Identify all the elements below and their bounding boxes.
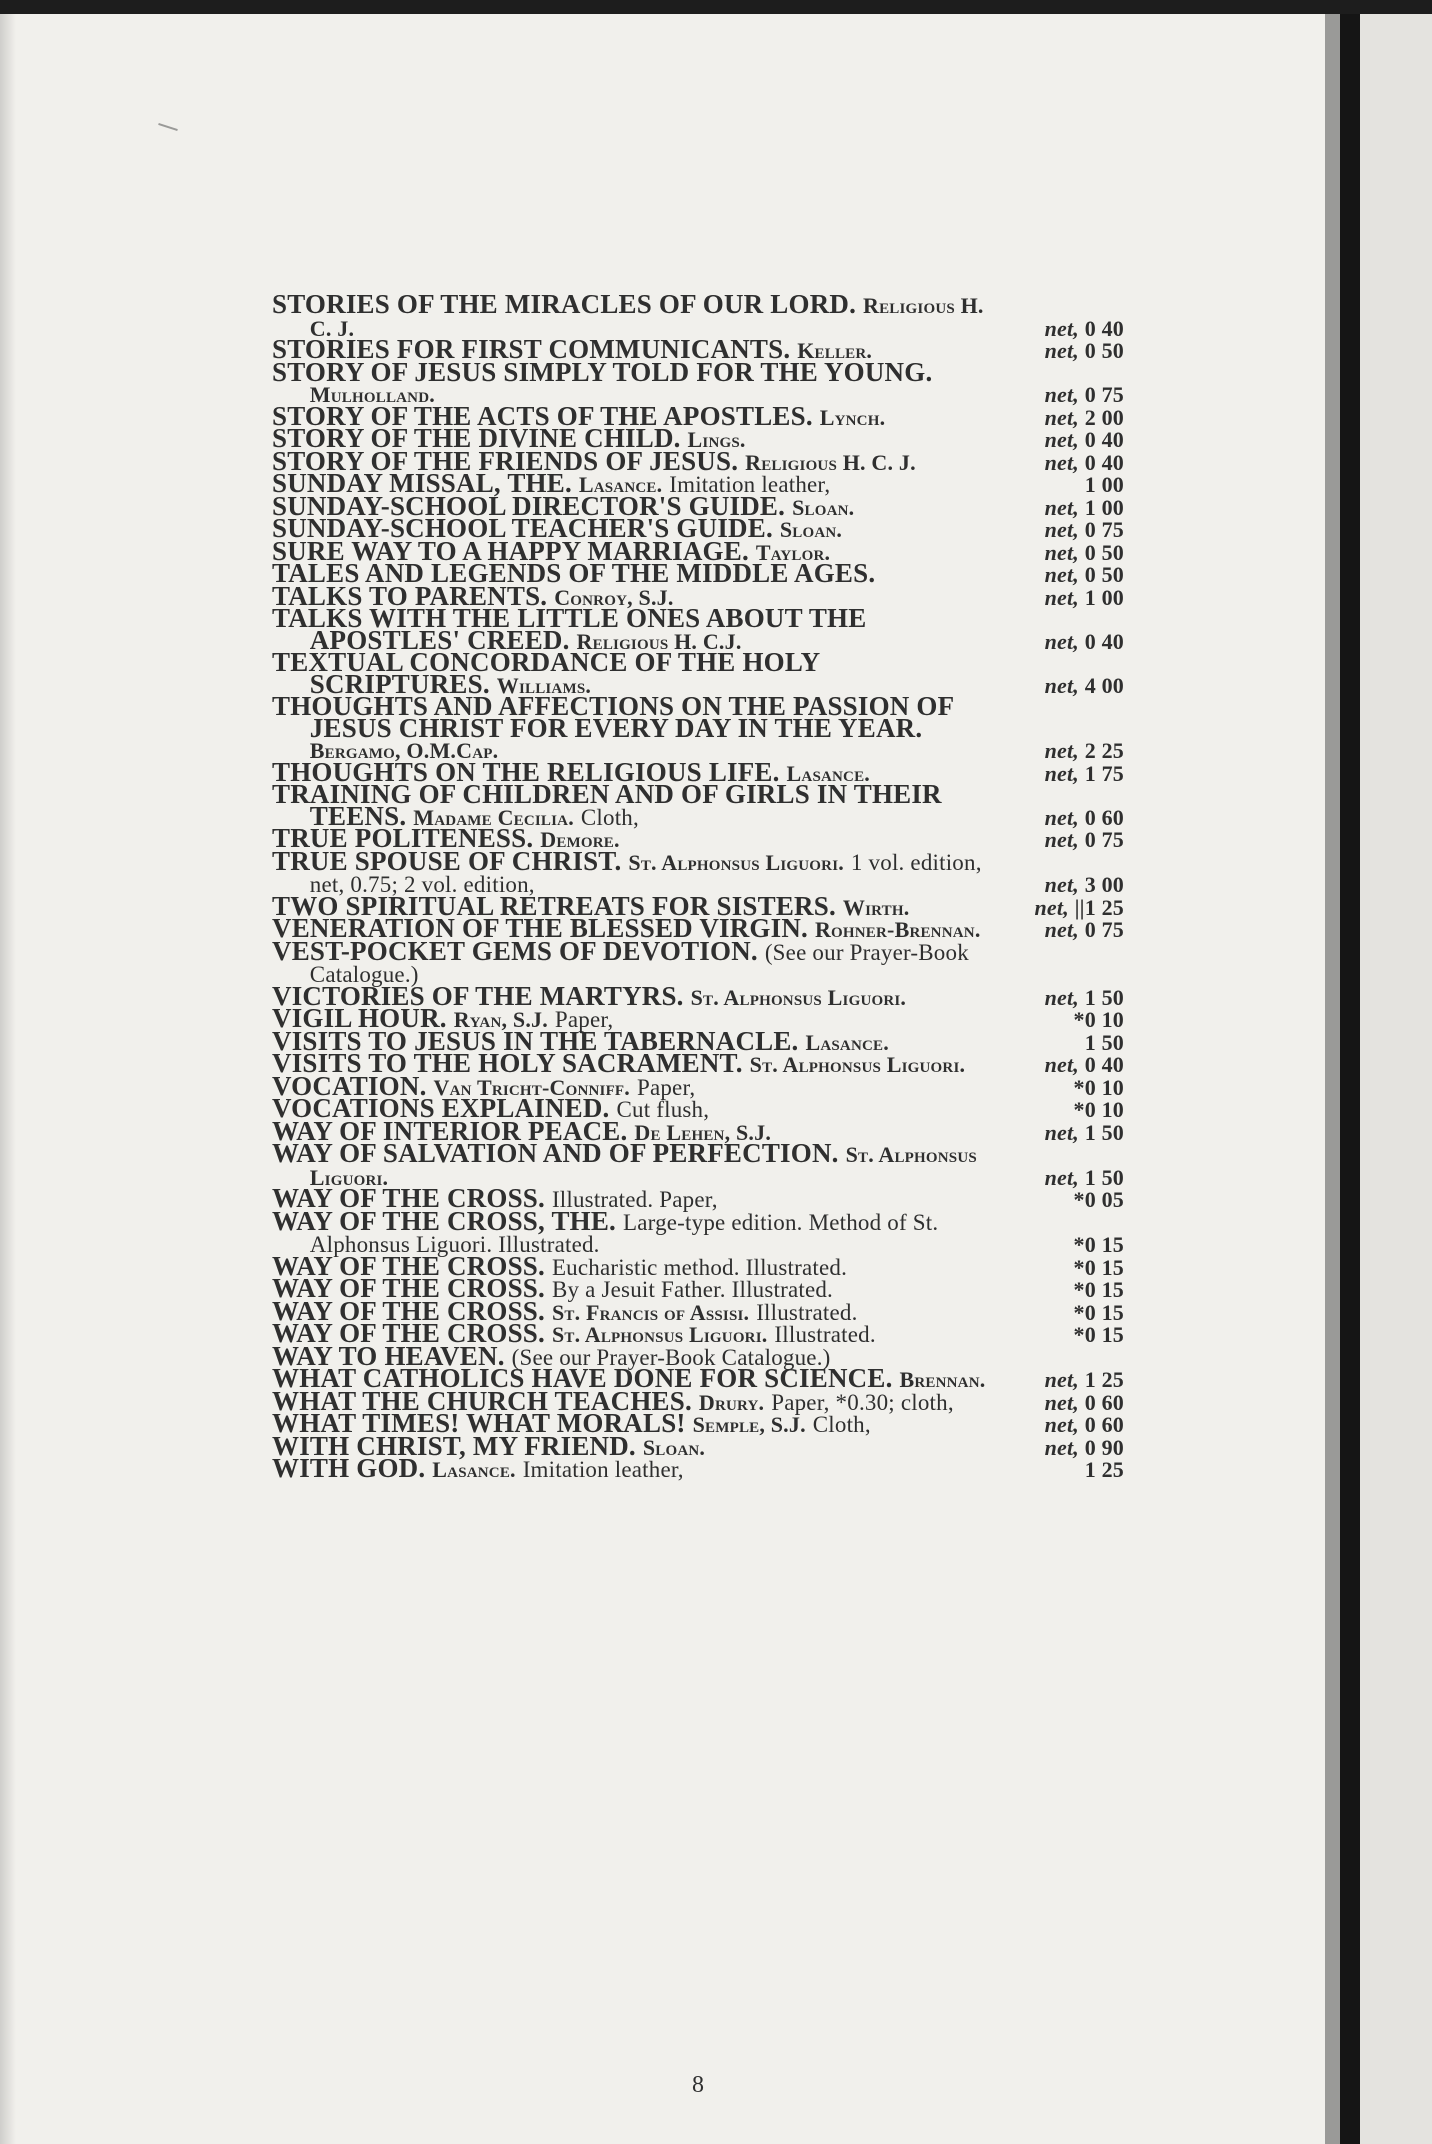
scan-right-strip	[1325, 14, 1340, 2144]
entry-price-cell	[994, 1299, 1124, 1325]
entry-title: THOUGHTS ON THE RELIGIOUS LIFE.	[272, 756, 780, 787]
entry-title: WAY OF THE CROSS.	[272, 1273, 545, 1303]
entry-net-label: net,	[1034, 894, 1069, 920]
entry-price-cell	[994, 1074, 1124, 1100]
entry-net-label: net,	[1044, 984, 1079, 1010]
entry-note: (See our Prayer-Book Catalogue.)	[309, 939, 969, 987]
entry-price-cell	[994, 404, 1124, 430]
entry-price: 0 90	[1084, 1434, 1124, 1460]
entry-title: TEXTUAL CONCORDANCE OF THE HOLY SCRIPTURES.	[272, 647, 820, 699]
entry-text	[272, 647, 994, 699]
entry-price: 0 40	[1084, 628, 1124, 654]
entry-price-cell	[994, 1459, 1124, 1481]
entry-net-label: net,	[1044, 427, 1079, 452]
entry-author: Lasance.	[578, 472, 663, 497]
entry-text	[272, 603, 994, 655]
entry-price-cell	[994, 315, 1124, 341]
entry-author: Wirth.	[842, 894, 910, 920]
entry-price: 4 00	[1084, 672, 1124, 698]
entry-price: 0 75	[1084, 827, 1124, 852]
entry-price: 0 60	[1084, 1412, 1124, 1437]
entry-title: WAY OF INTERIOR PEACE.	[272, 1115, 628, 1146]
entry-author: Lasance.	[432, 1457, 516, 1482]
entry-price-cell	[994, 340, 1124, 362]
entry-net-label: net,	[1044, 1119, 1079, 1145]
entry-title: WAY OF THE CROSS.	[272, 1250, 545, 1281]
entry-title: VOCATION.	[272, 1070, 427, 1101]
entry-title: WAY OF THE CROSS.	[272, 1295, 545, 1326]
entry-price-cell	[994, 1434, 1124, 1460]
entry-price: *0 10	[1073, 1007, 1124, 1032]
entry-author: Rohner-Brennan.	[814, 917, 981, 942]
entry-author: Madame Cecilia.	[413, 804, 574, 830]
entry-author: Religious H. C.J.	[576, 628, 742, 654]
entry-text	[272, 935, 994, 987]
entry-author: Sloan.	[779, 517, 843, 542]
entry-price-cell	[994, 429, 1124, 451]
entry-price-cell	[994, 1369, 1124, 1391]
entry-net-label: net,	[1044, 760, 1079, 786]
entry-title: TALKS TO PARENTS.	[272, 580, 548, 611]
entry-price-cell	[994, 384, 1124, 406]
entry-price: *0 05	[1073, 1187, 1124, 1212]
entry-price-cell	[994, 984, 1124, 1010]
entry-price-cell	[994, 494, 1124, 520]
entry-author: Semple, S.J.	[692, 1412, 806, 1437]
scan-top-border	[0, 0, 1432, 14]
entry-title: STORY OF THE ACTS OF THE APOSTLES.	[272, 400, 813, 431]
catalogue-entry	[272, 647, 1124, 699]
entry-note: (See our Prayer-Book Catalogue.)	[511, 1344, 831, 1370]
entry-price-cell	[994, 874, 1124, 896]
entry-note: Eucharistic method. Illustrated.	[551, 1254, 848, 1280]
entry-title: WHAT THE CHURCH TEACHES.	[272, 1385, 692, 1416]
entry-note: Imitation leather,	[669, 472, 831, 497]
entry-price: *0 10	[1073, 1097, 1124, 1122]
entry-price: 1 50	[1084, 984, 1124, 1010]
entry-title: TRUE POLITENESS.	[272, 823, 534, 853]
entry-price: 1 00	[1084, 584, 1124, 610]
entry-price-cell	[994, 1324, 1124, 1346]
entry-note: Illustrated.	[774, 1322, 876, 1347]
entry-net-label: net,	[1044, 404, 1079, 430]
entry-title: SUNDAY MISSAL, THE.	[272, 468, 572, 498]
entry-title: THOUGHTS AND AFFECTIONS ON THE PASSION OF JESUS CHRIST FOR EVERY DAY IN THE YEAR.	[272, 691, 954, 743]
entry-price-cell	[994, 1414, 1124, 1436]
entry-price-cell	[994, 449, 1124, 475]
entry-note: 1 vol. edition, net, 0.75; 2 vol. edition,	[309, 849, 982, 897]
entry-net-label: net,	[1044, 539, 1079, 565]
entry-price: 0 75	[1084, 517, 1124, 542]
catalogue-entry	[272, 845, 1124, 897]
entry-text	[272, 691, 994, 763]
entry-title: VOCATIONS EXPLAINED.	[272, 1093, 610, 1123]
entry-price: 2 25	[1084, 738, 1124, 763]
entry-price: 0 40	[1084, 315, 1124, 341]
entry-author: Religious H. C. J.	[745, 449, 916, 475]
entry-author: Van Tricht-Conniff.	[433, 1074, 630, 1100]
entry-price: 3 00	[1084, 872, 1124, 897]
entry-note: Paper, *0.30; cloth,	[771, 1389, 954, 1415]
entry-author: Lings.	[687, 427, 746, 452]
entry-price: 0 75	[1084, 917, 1124, 942]
entry-net-label: net,	[1044, 1434, 1079, 1460]
entry-title: VISITS TO THE HOLY SACRAMENT.	[272, 1048, 743, 1078]
entry-price-cell	[994, 1164, 1124, 1190]
entry-note: Cloth,	[812, 1412, 871, 1437]
entry-price-cell	[994, 1254, 1124, 1280]
entry-price-cell	[994, 804, 1124, 830]
entry-price-cell	[994, 539, 1124, 565]
entry-note: By a Jesuit Father. Illustrated.	[551, 1277, 834, 1302]
entry-price: *0 10	[1073, 1074, 1124, 1100]
entry-price-cell	[994, 672, 1124, 698]
entry-net-label: net,	[1044, 804, 1079, 830]
entry-price-cell	[994, 1009, 1124, 1031]
entry-title: WAY OF THE CROSS.	[272, 1318, 545, 1348]
entry-price: 1 25	[1084, 1367, 1124, 1392]
entry-price: 0 40	[1084, 427, 1124, 452]
entry-text	[272, 845, 994, 897]
entry-price: 1 25	[1084, 1457, 1124, 1482]
entry-price: 0 50	[1084, 562, 1124, 587]
entry-title: TALKS WITH THE LITTLE ONES ABOUT THE APOSTLES' CREED.	[272, 603, 867, 655]
entry-price: 0 50	[1084, 539, 1124, 565]
catalogue-entry	[272, 1138, 1124, 1190]
entry-note: Illustrated. Paper,	[551, 1187, 718, 1212]
entry-title: VISITS TO JESUS IN THE TABERNACLE.	[272, 1025, 799, 1056]
entry-price-cell	[994, 760, 1124, 786]
entry-author: St. Alphonsus Liguori.	[749, 1052, 966, 1077]
entry-author: Religious H. C. J.	[309, 293, 984, 341]
entry-price-cell	[994, 519, 1124, 541]
entry-price-cell	[994, 564, 1124, 586]
entry-price-cell	[994, 829, 1124, 851]
entry-net-label: net,	[1044, 672, 1079, 698]
entry-price-cell	[994, 1119, 1124, 1145]
entry-net-label: net,	[1044, 628, 1079, 654]
entry-title: STORY OF THE FRIENDS OF JESUS.	[272, 445, 739, 476]
entry-text	[272, 356, 994, 407]
entry-author: Lasance.	[805, 1029, 889, 1055]
entry-note: Paper,	[636, 1074, 696, 1100]
entry-price: 0 50	[1084, 338, 1124, 363]
entry-text	[272, 1138, 994, 1190]
catalogue-entry	[272, 779, 1124, 831]
entry-title: WAY OF THE CROSS.	[272, 1183, 545, 1213]
entry-net-label: net,	[1044, 584, 1079, 610]
entry-price-cell	[994, 1234, 1124, 1256]
entry-author: Williams.	[496, 672, 592, 698]
entry-note: Illustrated.	[756, 1299, 858, 1325]
entry-title: TWO SPIRITUAL RETREATS FOR SISTERS.	[272, 890, 836, 921]
entry-title: WAY OF SALVATION AND OF PERFECTION.	[272, 1138, 839, 1168]
entry-title: SUNDAY-SCHOOL DIRECTOR'S GUIDE.	[272, 490, 786, 521]
entry-price-cell	[994, 740, 1124, 762]
entry-author: Mulholland.	[309, 382, 435, 407]
entry-net-label: net,	[1044, 382, 1079, 407]
entry-price: 1 50	[1084, 1119, 1124, 1145]
page-mark	[158, 123, 178, 131]
entry-title: STORIES OF THE MIRACLES OF OUR LORD.	[272, 289, 857, 319]
entry-price-cell	[994, 1029, 1124, 1055]
entry-price: 0 40	[1084, 449, 1124, 475]
entry-title: WAY TO HEAVEN.	[272, 1340, 505, 1371]
entry-author: Sloan.	[642, 1434, 706, 1460]
scan-right-border	[1340, 14, 1360, 2144]
entry-author: Conroy, S.J.	[554, 584, 674, 610]
entry-note: Large-type edition. Method of St. Alphonsus Liguori. Illustrated.	[309, 1209, 939, 1257]
entry-author: St. Alphonsus Liguori.	[690, 984, 907, 1010]
catalogue-entry	[272, 289, 1124, 341]
entry-net-label: net,	[1044, 338, 1079, 363]
catalogue-entry	[272, 691, 1124, 763]
entry-net-label: net,	[1044, 315, 1079, 341]
entry-title: WITH CHRIST, MY FRIEND.	[272, 1430, 636, 1461]
entry-net-label: net,	[1044, 917, 1079, 942]
entry-net-label: net,	[1044, 1389, 1079, 1415]
entry-author: Drury.	[698, 1389, 765, 1415]
entry-title: VICTORIES OF THE MARTYRS.	[272, 980, 684, 1011]
entry-price: 2 00	[1084, 404, 1124, 430]
entry-title: VEST-POCKET GEMS OF DEVOTION.	[272, 935, 758, 966]
entry-note: Imitation leather,	[522, 1457, 684, 1482]
entry-price: *0 15	[1073, 1254, 1124, 1280]
catalogue-entry	[272, 935, 1124, 987]
entry-note: Cut flush,	[616, 1097, 710, 1122]
entry-price: *0 15	[1073, 1277, 1124, 1302]
entry-author: Ryan, S.J.	[453, 1007, 548, 1032]
entry-net-label: net,	[1044, 1412, 1079, 1437]
entry-price: 0 40	[1084, 1052, 1124, 1077]
entry-net-label: net,	[1044, 517, 1079, 542]
entry-note: Paper,	[554, 1007, 614, 1032]
entry-price-cell	[994, 894, 1124, 920]
entry-price-cell	[994, 919, 1124, 941]
entry-price: 0 60	[1084, 1389, 1124, 1415]
entry-title: WAY OF THE CROSS, THE.	[272, 1205, 617, 1236]
entry-author: St. Francis of Assisi.	[551, 1299, 750, 1325]
entry-price: *0 15	[1073, 1299, 1124, 1325]
entry-net-label: net,	[1044, 1052, 1079, 1077]
entry-title: WHAT CATHOLICS HAVE DONE FOR SCIENCE.	[272, 1363, 893, 1393]
catalogue-entry	[272, 603, 1124, 655]
entry-title: STORY OF JESUS SIMPLY TOLD FOR THE YOUNG.	[272, 356, 933, 387]
entry-author: St. Alphonsus Liguori.	[551, 1322, 768, 1347]
entry-author: Lasance.	[786, 760, 870, 786]
entry-price-cell	[994, 628, 1124, 654]
entry-title: WHAT TIMES! WHAT MORALS!	[272, 1408, 686, 1438]
entry-price: 1 00	[1084, 494, 1124, 520]
entry-price: 1 00	[1084, 472, 1124, 497]
catalogue-entry	[272, 356, 1124, 407]
entry-title: TALES AND LEGENDS OF THE MIDDLE AGES.	[272, 558, 876, 588]
entry-author: Taylor.	[755, 539, 831, 565]
catalogue-entry	[272, 1205, 1124, 1257]
entries-container	[272, 289, 1124, 1483]
entry-author: Bergamo, O.M.Cap.	[309, 738, 499, 763]
page-number: 8	[692, 2072, 704, 2098]
entry-price: 0 60	[1084, 804, 1124, 830]
entry-title: STORIES FOR FIRST COMMUNICANTS.	[272, 334, 791, 364]
entry-price: *0 15	[1073, 1232, 1124, 1257]
entry-net-label: net,	[1044, 738, 1079, 763]
page-edge-shadow	[0, 0, 16, 2144]
entry-title: STORY OF THE DIVINE CHILD.	[272, 423, 681, 453]
entry-title: WITH GOD.	[272, 1453, 426, 1483]
entry-text	[272, 1453, 994, 1483]
entry-price-cell	[994, 474, 1124, 496]
entry-price: 1 50	[1084, 1029, 1124, 1055]
entry-text	[272, 1205, 994, 1257]
entry-price-cell	[994, 1054, 1124, 1076]
entry-author: Brennan.	[899, 1367, 986, 1392]
entry-price: 1 75	[1084, 760, 1124, 786]
entry-price-cell	[994, 1099, 1124, 1121]
entry-net-label: net,	[1044, 872, 1079, 897]
entry-title: VENERATION OF THE BLESSED VIRGIN.	[272, 913, 808, 943]
entry-net-label: net,	[1044, 494, 1079, 520]
entry-title: TRUE SPOUSE OF CHRIST.	[272, 845, 622, 876]
entry-author: Demore.	[540, 827, 620, 852]
entry-author: Sloan.	[792, 494, 855, 520]
entry-title: SUNDAY-SCHOOL TEACHER'S GUIDE.	[272, 513, 773, 543]
entry-price: ||1 25	[1074, 894, 1124, 920]
catalogue-list	[272, 289, 1124, 2098]
entry-title: VIGIL HOUR.	[272, 1003, 447, 1033]
entry-net-label: net,	[1044, 827, 1079, 852]
entry-price: 1 50	[1084, 1164, 1124, 1190]
entry-price-cell	[994, 584, 1124, 610]
entry-net-label: net,	[1044, 1367, 1079, 1392]
entry-net-label: net,	[1044, 1164, 1079, 1190]
entry-author: St. Alphonsus Liguori.	[628, 849, 844, 875]
entry-price-cell	[994, 1189, 1124, 1211]
entry-net-label: net,	[1044, 449, 1079, 475]
entry-price: *0 15	[1073, 1322, 1124, 1347]
entry-text	[272, 779, 994, 831]
entry-text	[272, 289, 994, 341]
entry-title: SURE WAY TO A HAPPY MARRIAGE.	[272, 535, 749, 566]
entry-author: De Lehen, S.J.	[634, 1119, 772, 1145]
entry-title: TRAINING OF CHILDREN AND OF GIRLS IN THEIR TEENS.	[272, 779, 942, 831]
entry-author: Keller.	[797, 338, 873, 363]
entry-net-label: net,	[1044, 562, 1079, 587]
entry-author: Lynch.	[819, 404, 886, 430]
entry-note: Cloth,	[580, 804, 639, 830]
entry-price: 0 75	[1084, 382, 1124, 407]
entry-price-cell	[994, 1389, 1124, 1415]
entry-author: St. Alphonsus Liguori.	[309, 1142, 977, 1190]
entry-price-cell	[994, 1279, 1124, 1301]
catalogue-entry	[272, 1453, 1124, 1483]
